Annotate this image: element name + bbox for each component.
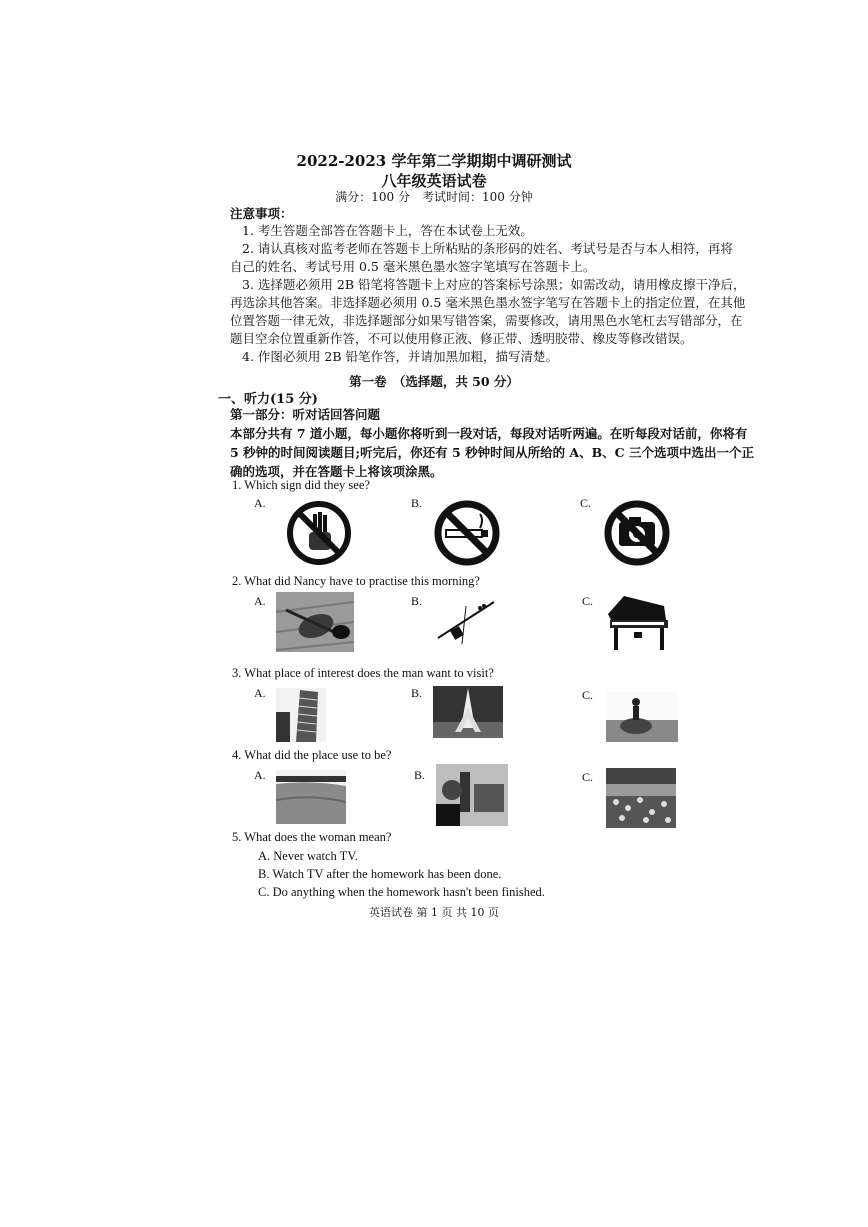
ruins-icon (436, 764, 508, 826)
garden-icon (606, 768, 676, 828)
option-b: B. (414, 768, 426, 782)
note-line: 4. 作图必须用 2B 铅笔作答，并请加黑加粗，描写清楚。 (242, 349, 558, 364)
score-time: 满分：100 分 考试时间：100 分钟 (335, 190, 533, 204)
option-c: C. (582, 688, 594, 702)
question-5: 5. What does the woman mean? (232, 830, 392, 844)
option-b: B. (411, 686, 423, 700)
note-line: 2. 请认真核对监考老师在答题卡上所粘贴的条形码的姓名、考试号是否与本人相符，再将 (242, 241, 733, 256)
instruction-line: 确的选项，并在答题卡上将该项涂黑。 (230, 464, 443, 479)
option-c: C. (580, 496, 592, 510)
field-icon (276, 770, 346, 824)
question-2: 2. What did Nancy have to practise this morning? (232, 574, 480, 588)
option-c: C. (582, 770, 594, 784)
note-line: 自己的姓名、考试号用 0.5 毫米黑色墨水签字笔填写在答题卡上。 (230, 259, 596, 274)
option-a: A. (254, 768, 266, 782)
mermaid-statue-icon (606, 692, 678, 742)
exam-subtitle: 八年级英语试卷 (381, 172, 487, 190)
sub-title: 第一部分：听对话回答问题 (230, 407, 381, 422)
question-3: 3. What place of interest does the man want to visit? (232, 666, 494, 680)
no-photography-sign-icon (603, 500, 671, 566)
violin-icon (276, 592, 354, 652)
option-a: A. (254, 594, 266, 608)
answer-c: C. Do anything when the homework hasn't been finished. (258, 885, 545, 899)
note-line: 1. 考生答题全部答在答题卡上，答在本试卷上无效。 (242, 223, 533, 238)
answer-b: B. Watch TV after the homework has been done. (258, 867, 502, 881)
note-line: 3. 选择题必须用 2B 铅笔将答题卡上对应的答案标号涂黑；如需改动，请用橡皮擦干净后， (242, 277, 746, 292)
no-touching-sign-icon (285, 500, 353, 566)
question-4: 4. What did the place use to be? (232, 748, 392, 762)
option-a: A. (254, 686, 266, 700)
note-line: 位置答题一律无效，非选择题部分如果写错答案，需要修改，请用黑色水笔杠去写错部分，在 (230, 313, 743, 328)
option-a: A. (254, 496, 266, 510)
page-footer: 英语试卷 第 1 页 共 10 页 (369, 906, 499, 919)
notes-heading: 注意事项： (230, 206, 293, 221)
exam-title: 2022-2023 学年第二学期期中调研测试 (296, 152, 572, 170)
erhu-icon (432, 598, 500, 646)
no-smoking-sign-icon (432, 500, 502, 566)
leaning-tower-icon (276, 688, 326, 742)
option-c: C. (582, 594, 594, 608)
option-b: B. (411, 496, 423, 510)
question-1: 1. Which sign did they see? (232, 478, 370, 492)
section-title: 第一卷 （选择题，共 50 分） (349, 374, 519, 389)
instruction-line: 本部分共有 7 道小题，每小题你将听到一段对话，每段对话听两遍。在听每段对话前，你将有 (230, 426, 748, 441)
answer-a: A. Never watch TV. (258, 849, 358, 863)
option-b: B. (411, 594, 423, 608)
part-title: 一、听力(15 分) (218, 392, 318, 407)
piano-icon (604, 592, 672, 654)
eiffel-tower-icon (433, 686, 503, 738)
note-line: 再选涂其他答案。非选择题必须用 0.5 毫米黑色墨水签字笔写在答题卡上的指定位置，在其他 (230, 295, 746, 310)
note-line: 题目空余位置重新作答，不可以使用修正液、修正带、透明胶带、橡皮等修改错误。 (230, 331, 693, 346)
instruction-line: 5 秒钟的时间阅读题目;听完后，你还有 5 秒钟时间从所给的 A、B、C 三个选项中选出一个正 (230, 445, 754, 460)
